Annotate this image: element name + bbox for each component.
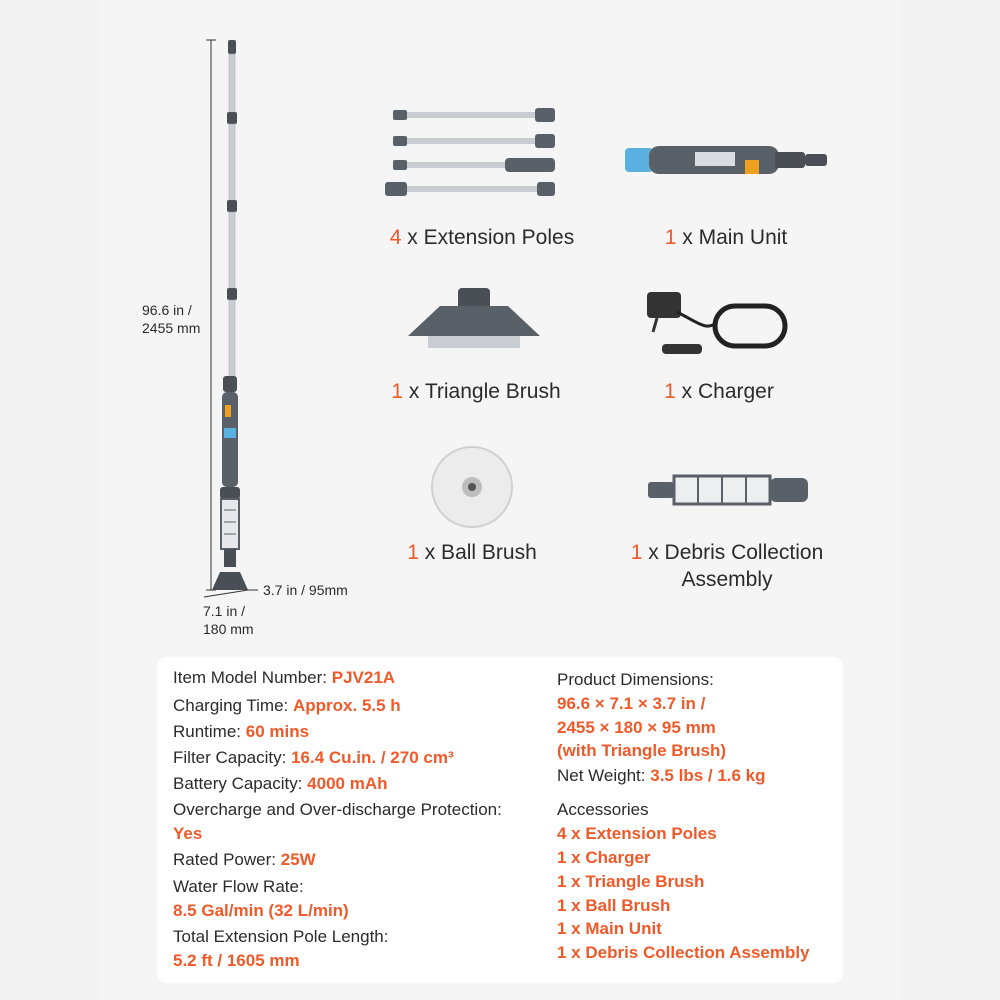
accessory-item: 1 x Triangle Brush xyxy=(557,872,705,891)
item-label-main-unit xyxy=(606,224,846,251)
charger-image xyxy=(637,292,792,362)
item-name: x Main Unit xyxy=(676,226,788,249)
debris-collection-image xyxy=(648,470,813,510)
extension-poles-image xyxy=(385,108,565,203)
spec-flow-label: Water Flow Rate: xyxy=(173,877,304,896)
item-name: x Debris Collection xyxy=(642,541,824,564)
accessory-item: 1 x Charger xyxy=(557,848,651,867)
spec-value: Approx. 5.5 h xyxy=(293,696,401,715)
spec-label: Filter Capacity: xyxy=(173,748,292,767)
spec-filter-capacity xyxy=(173,747,454,769)
item-name: x Ball Brush xyxy=(418,541,537,564)
item-name: x Extension Poles xyxy=(401,226,575,249)
item-name-line2: Assembly xyxy=(681,568,773,591)
spec-protection-value: Yes xyxy=(173,824,203,843)
width-dimension-label xyxy=(203,602,254,638)
spec-dimensions-note: (with Triangle Brush) xyxy=(557,741,727,760)
accessory-item: 1 x Debris Collection Assembly xyxy=(557,943,810,962)
item-name: x Charger xyxy=(675,380,774,403)
item-count: 1 xyxy=(391,380,404,403)
triangle-brush-image xyxy=(408,288,540,356)
spec-model xyxy=(173,667,395,689)
height-mm: 2455 mm xyxy=(142,320,201,336)
spec-rated-power xyxy=(173,849,316,871)
spec-dimensions-label: Product Dimensions: xyxy=(557,670,714,689)
spec-label: Battery Capacity: xyxy=(173,774,308,793)
item-label-debris-collection xyxy=(607,539,847,593)
spec-pole-length-value: 5.2 ft / 1605 mm xyxy=(173,951,300,970)
spec-value: 60 mins xyxy=(245,722,310,741)
item-count: 1 xyxy=(407,541,419,564)
spec-value: 16.4 Cu.in. / 270 cm³ xyxy=(291,748,454,767)
width-inches: 7.1 in / xyxy=(203,603,246,619)
height-inches: 96.6 in / xyxy=(142,302,192,318)
item-label-triangle-brush xyxy=(356,378,596,405)
item-label-ball-brush xyxy=(352,539,592,566)
item-count: 1 xyxy=(664,226,677,249)
spec-protection-label: Overcharge and Over-discharge Protection: xyxy=(173,800,502,819)
ball-brush-image xyxy=(430,445,514,529)
spec-label: Net Weight: xyxy=(557,766,651,785)
spec-dimensions-in: 96.6 × 7.1 × 3.7 in / xyxy=(557,694,706,713)
item-count: 1 xyxy=(664,380,676,403)
spec-runtime xyxy=(173,721,309,743)
spec-pole-length-label: Total Extension Pole Length: xyxy=(173,927,389,946)
accessory-item: 4 x Extension Poles xyxy=(557,824,717,843)
height-dimension-label xyxy=(142,301,200,337)
item-count: 4 xyxy=(389,226,402,249)
spec-net-weight xyxy=(557,765,766,787)
spec-value: 3.5 lbs / 1.6 kg xyxy=(650,766,766,785)
spec-label: Runtime: xyxy=(173,722,246,741)
spec-value: PJV21A xyxy=(331,668,396,687)
spec-label: Charging Time: xyxy=(173,696,293,715)
main-unit-image xyxy=(625,142,830,182)
depth-dimension-label: 3.7 in / 95mm xyxy=(263,582,348,598)
spec-label: Rated Power: xyxy=(173,850,281,869)
spec-value: 4000 mAh xyxy=(307,774,388,793)
accessory-item: 1 x Main Unit xyxy=(557,919,662,938)
spec-value: 25W xyxy=(280,850,316,869)
item-name: x Triangle Brush xyxy=(403,380,561,403)
spec-label: Item Model Number: xyxy=(173,668,332,687)
item-count: 1 xyxy=(630,541,643,564)
spec-battery-capacity xyxy=(173,773,388,795)
accessory-item: 1 x Ball Brush xyxy=(557,896,671,915)
width-mm: 180 mm xyxy=(203,621,254,637)
item-label-extension-poles xyxy=(362,224,602,251)
item-label-charger xyxy=(599,378,839,405)
spec-accessories-label: Accessories xyxy=(557,800,649,819)
spec-flow-value: 8.5 Gal/min (32 L/min) xyxy=(173,901,349,920)
spec-dimensions-mm: 2455 × 180 × 95 mm xyxy=(557,718,716,737)
specifications-card xyxy=(157,657,843,983)
spec-charging-time xyxy=(173,695,401,717)
